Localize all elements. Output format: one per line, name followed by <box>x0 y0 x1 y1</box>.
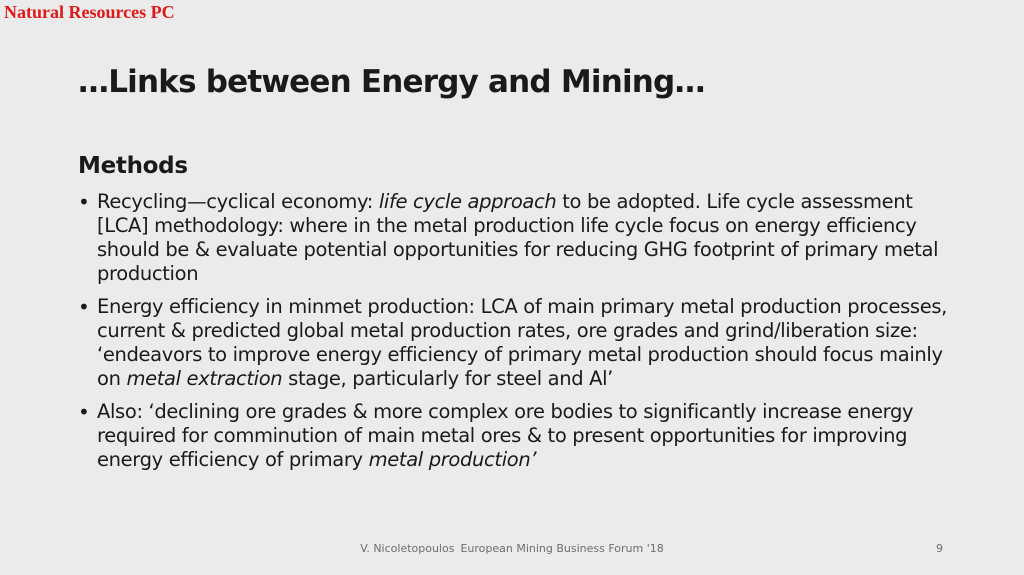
bullet-marker: • <box>78 295 90 319</box>
brand-logo-text: Natural Resources PC <box>4 2 175 22</box>
bullet-text: Recycling—cyclical economy: <box>97 190 379 213</box>
bullet-marker: • <box>78 190 90 214</box>
slide-footer <box>0 542 1024 555</box>
bullet-text: stage, particularly for steel and Al’ <box>282 367 614 390</box>
section-heading: Methods <box>78 153 188 179</box>
slide-title: …Links between Energy and Mining… <box>78 64 705 100</box>
footer-author: V. Nicoletopoulos <box>360 542 455 555</box>
bullet-marker: • <box>78 400 90 424</box>
bullet-emphasis: life cycle approach <box>378 190 557 213</box>
bullet-item-recycling <box>78 190 958 286</box>
bullet-item-ore-grades <box>78 400 958 472</box>
footer-event: European Mining Business Forum '18 <box>460 542 664 555</box>
bullet-text: Also: ‘declining ore grades & more complex ore bodies to significantly increase energy required for comminution of main metal ores & to present opportunities for improving energy efficiency of primary <box>97 400 914 471</box>
bullet-emphasis: metal extraction <box>126 367 283 390</box>
bullet-emphasis: metal production’ <box>368 448 537 471</box>
bullet-text: to be adopted. Life cycle assessment [LCA] methodology: where in the metal production life cycle focus on energy efficiency should be & evaluate potential opportunities for reducing GHG footprint of primary metal production <box>97 190 939 285</box>
page-number: 9 <box>936 542 943 555</box>
bullet-item-energy-efficiency <box>78 295 958 391</box>
bullet-list <box>78 190 958 481</box>
bullet-text: Energy efficiency in minmet production: LCA of main primary metal production processes, current & predicted global metal production rates, ore grades and grind/liberation size: ‘endeavors to improve energy efficiency of primary metal production should focus mainly on <box>97 295 948 390</box>
